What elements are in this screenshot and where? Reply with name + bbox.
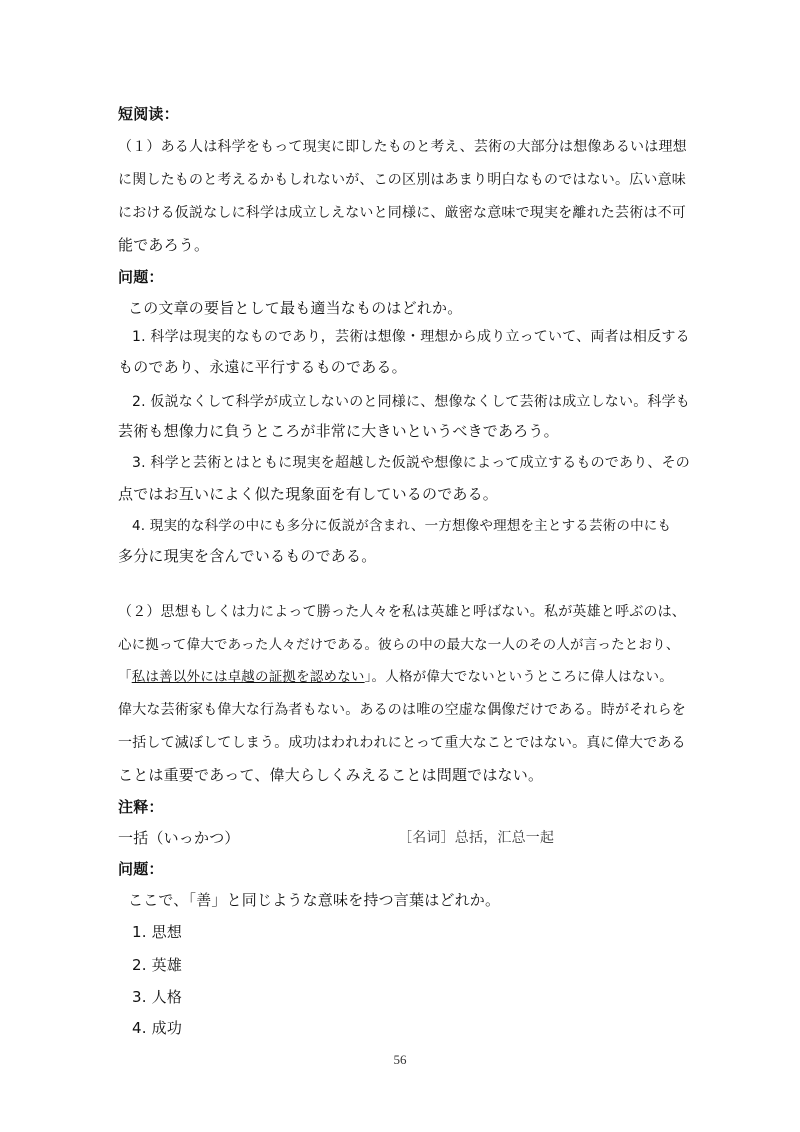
section-heading: 短阅读： [118, 105, 179, 123]
passage1-line-4: 能であろう。 [118, 236, 210, 254]
passage2-question: ここで、「善」と同じような意味を持つ言葉はどれか。 [128, 891, 501, 909]
passage1-option-3: 3. 科学と芸術とはともに現実を超越した仮説や想像によって成立するものであり、その [132, 455, 691, 471]
passage1-line-1: （１）ある人は科学をもって現実に即したものと考え、芸術の大部分は想像あるいは理想 [118, 139, 687, 155]
passage2-line-1: （２）思想もしくは力によって勝った人々を私は英雄と呼ばない。私が英雄と呼ぶのは、 [118, 604, 686, 620]
passage2-option-1: 1. 思想 [132, 923, 183, 941]
passage1-option-1-cont: ものであり、永遠に平行するものである。 [118, 358, 407, 376]
passage2-option-2: 2. 英雄 [132, 956, 183, 974]
underlined-quote: 私は善以外には卓越の証拠を認めない [131, 669, 365, 685]
passage1-question-label: 问题： [118, 268, 164, 286]
passage2-option-4: 4. 成功 [132, 1019, 183, 1037]
passage2-line-4: 偉大な芸術家も偉大な行為者もない。あるのは唯の空虚な偶像だけである。時がそれらを [118, 702, 686, 718]
passage2-line-5: 一括して滅ぼしてしまう。成功はわれわれにとって重大なことではない。真に偉大である [118, 735, 686, 751]
passage2-quote-line [118, 667, 673, 687]
passage1-option-1: 1. 科学は現実的なものであり，芸術は想像・理想から成り立っていて、両者は相反する [132, 329, 690, 345]
gloss-term: 一括（いっかつ） [118, 829, 240, 847]
passage1-option-3-cont: 点ではお互いによく似た現象面を有しているのである。 [118, 485, 499, 503]
passage2-line-2: 心に拠って偉大であった人々だけである。彼らの中の最大な一人のその人が言ったとおり、 [118, 637, 680, 653]
passage1-option-2-cont: 芸術も想像力に負うところが非常に大きいというべきであろう。 [118, 422, 559, 440]
gloss-definition: ［名词］总括，汇总一起 [398, 830, 555, 846]
quote-open-bracket: 「 [118, 669, 132, 685]
page-number: 56 [393, 1052, 407, 1067]
passage1-line-3: における仮説なしに科学は成立しえないと同様に、厳密な意味で現実を離れた芸術は不可 [118, 205, 686, 221]
passage1-option-2: 2. 仮説なくして科学が成立しないのと同様に、想像なくして芸術は成立しない。科学も [132, 394, 691, 410]
passage2-question-label: 问题： [118, 860, 164, 878]
passage1-option-4: 4. 現実的な科学の中にも多分に仮説が含まれ、一方想像や理想を主とする芸術の中にも [132, 518, 672, 534]
quote-close-continuation: 」。人格が偉大でないというところに偉人はない。 [364, 669, 673, 685]
passage1-option-4-cont: 多分に現実を含んでいるものである。 [118, 547, 377, 565]
notes-label: 注释： [118, 798, 164, 816]
passage1-question: この文章の要旨として最も適当なものはどれか。 [128, 299, 463, 317]
passage2-line-6: ことは重要であって、偉大らしくみえることは問題ではない。 [118, 766, 544, 784]
passage1-line-2: に関したものと考えるかもしれないが、この区別はあまり明白なものではない。広い意味 [118, 172, 686, 188]
passage2-option-3: 3. 人格 [132, 988, 183, 1006]
